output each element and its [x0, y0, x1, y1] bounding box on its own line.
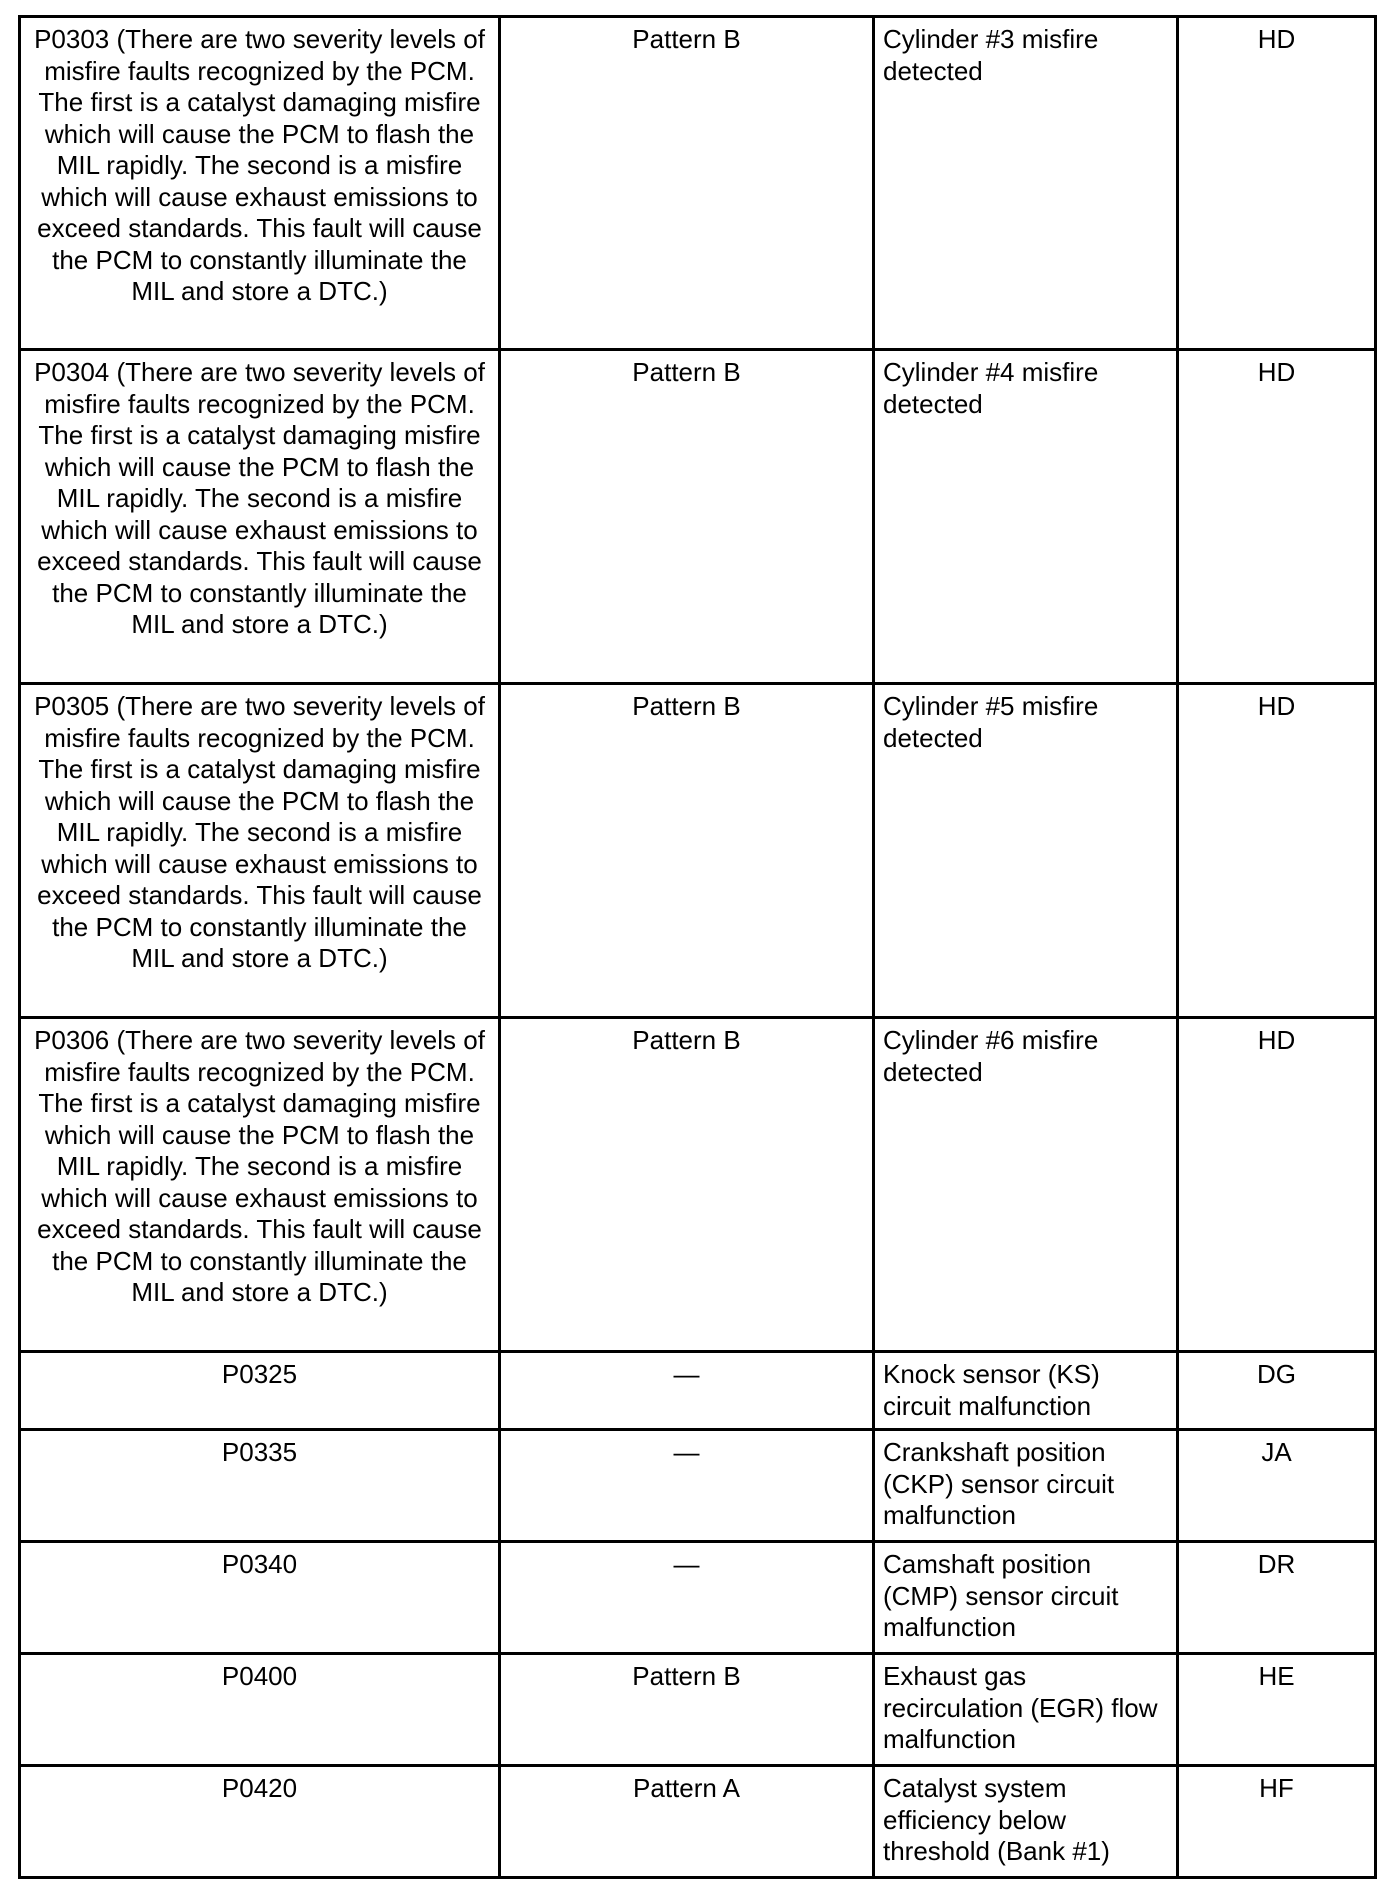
description-cell: Cylinder #3 misfire detected [874, 17, 1178, 350]
mil-pattern-cell: Pattern B [500, 1654, 874, 1766]
mil-pattern-cell: Pattern B [500, 17, 874, 350]
table-row [20, 1430, 1376, 1542]
table-row [20, 350, 1376, 684]
mil-pattern-cell: Pattern A [500, 1766, 874, 1878]
table-row [20, 684, 1376, 1018]
description-cell: Camshaft position (CMP) sensor circuit malfunction [874, 1542, 1178, 1654]
dtc-code-cell: P0304 (There are two severity levels of misfire faults recognized by the PCM. The first is a catalyst damaging misfire which will cause the PCM to flash the MIL rapidly. The second is a misfire which will cause exhaust emissions to exceed standards. This fault will cause the PCM to constantly illuminate the MIL and store a DTC.) [20, 350, 500, 684]
table-row [20, 1654, 1376, 1766]
description-cell: Exhaust gas recirculation (EGR) flow malfunction [874, 1654, 1178, 1766]
diagnostic-hint-cell: HD [1178, 1018, 1376, 1352]
dtc-code-cell: P0340 [20, 1542, 500, 1654]
mil-pattern-cell: Pattern B [500, 684, 874, 1018]
description-cell: Crankshaft position (CKP) sensor circuit malfunction [874, 1430, 1178, 1542]
dtc-code-cell: P0306 (There are two severity levels of misfire faults recognized by the PCM. The first is a catalyst damaging misfire which will cause the PCM to flash the MIL rapidly. The second is a misfire which will cause exhaust emissions to exceed standards. This fault will cause the PCM to constantly illuminate the MIL and store a DTC.) [20, 1018, 500, 1352]
table-row [20, 1542, 1376, 1654]
dtc-code-cell: P0305 (There are two severity levels of misfire faults recognized by the PCM. The first is a catalyst damaging misfire which will cause the PCM to flash the MIL rapidly. The second is a misfire which will cause exhaust emissions to exceed standards. This fault will cause the PCM to constantly illuminate the MIL and store a DTC.) [20, 684, 500, 1018]
table-row [20, 17, 1376, 350]
dtc-code-cell: P0303 (There are two severity levels of misfire faults recognized by the PCM. The first is a catalyst damaging misfire which will cause the PCM to flash the MIL rapidly. The second is a misfire which will cause exhaust emissions to exceed standards. This fault will cause the PCM to constantly illuminate the MIL and store a DTC.) [20, 17, 500, 350]
dtc-table [18, 15, 1377, 1879]
mil-pattern-cell: Pattern B [500, 1018, 874, 1352]
diagnostic-hint-cell: HF [1178, 1766, 1376, 1878]
diagnostic-hint-cell: JA [1178, 1430, 1376, 1542]
table-row [20, 1766, 1376, 1878]
mil-pattern-cell: Pattern B [500, 350, 874, 684]
mil-pattern-cell: — [500, 1430, 874, 1542]
description-cell: Catalyst system efficiency below threshold (Bank #1) [874, 1766, 1178, 1878]
diagnostic-hint-cell: HD [1178, 17, 1376, 350]
description-cell: Knock sensor (KS) circuit malfunction [874, 1352, 1178, 1430]
diagnostic-hint-cell: DG [1178, 1352, 1376, 1430]
dtc-code-cell: P0325 [20, 1352, 500, 1430]
mil-pattern-cell: — [500, 1542, 874, 1654]
dtc-code-cell: P0335 [20, 1430, 500, 1542]
diagnostic-hint-cell: DR [1178, 1542, 1376, 1654]
dtc-code-cell: P0420 [20, 1766, 500, 1878]
diagnostic-hint-cell: HD [1178, 350, 1376, 684]
description-cell: Cylinder #4 misfire detected [874, 350, 1178, 684]
table-row [20, 1352, 1376, 1430]
mil-pattern-cell: — [500, 1352, 874, 1430]
description-cell: Cylinder #5 misfire detected [874, 684, 1178, 1018]
table-row [20, 1018, 1376, 1352]
dtc-code-cell: P0400 [20, 1654, 500, 1766]
diagnostic-hint-cell: HE [1178, 1654, 1376, 1766]
description-cell: Cylinder #6 misfire detected [874, 1018, 1178, 1352]
diagnostic-hint-cell: HD [1178, 684, 1376, 1018]
